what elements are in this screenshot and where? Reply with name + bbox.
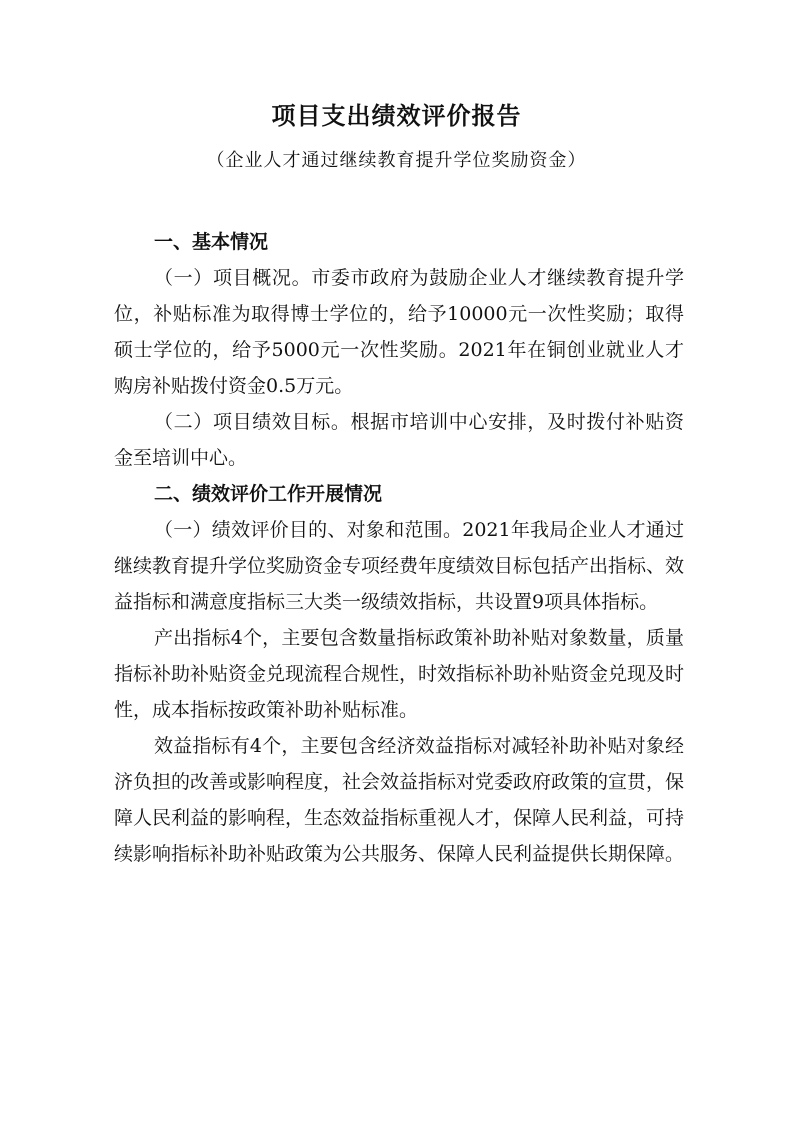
paragraph-evaluation-scope: （一）绩效评价目的、对象和范围。2021年我局企业人才通过继续教育提升学位奖励资金专项经费年度绩效目标包括产出指标、效益指标和满意度指标三大类一级绩效指标，共设置9项具体指标。 [114,519,685,613]
page-subtitle: （企业人才通过继续教育提升学位奖励资金） [206,150,587,171]
paragraph-output-indicators: 产出指标4个，主要包含数量指标政策补助补贴对象数量，质量指标补助补贴资金兑现流程合规性，时效指标补助补贴资金兑现及时性，成本指标按政策补助补贴标准。 [114,627,685,721]
section-evaluation-work [114,476,684,872]
paragraph-project-overview: （一）项目概况。市委市政府为鼓励企业人才继续教育提升学位，补贴标准为取得博士学位的，给予10000元一次性奖励；取得硕士学位的，给予5000元一次性奖励。2021年在铜创业就业人才购房补贴拨付资金0.5万元。 [114,267,684,397]
page-title: 项目支出绩效评价报告 [271,102,522,130]
section-basic-info [114,224,684,476]
paragraph-benefit-indicators: 效益指标有4个，主要包含经济效益指标对减轻补助补贴对象经济负担的改善或影响程度，社会效益指标对党委政府政策的宣贯，保障人民利益的影响程，生态效益指标重视人才，保障人民利益，可持续影响指标补助补贴政策为公共服务、保障人民利益提供长期保障。 [114,735,685,865]
paragraph-performance-goal: （二）项目绩效目标。根据市培训中心安排，及时拨付补贴资金至培训中心。 [114,411,684,469]
section-heading: 一、基本情况 [154,231,269,253]
document-body [114,224,684,872]
section-heading: 二、绩效评价工作开展情况 [154,483,383,505]
